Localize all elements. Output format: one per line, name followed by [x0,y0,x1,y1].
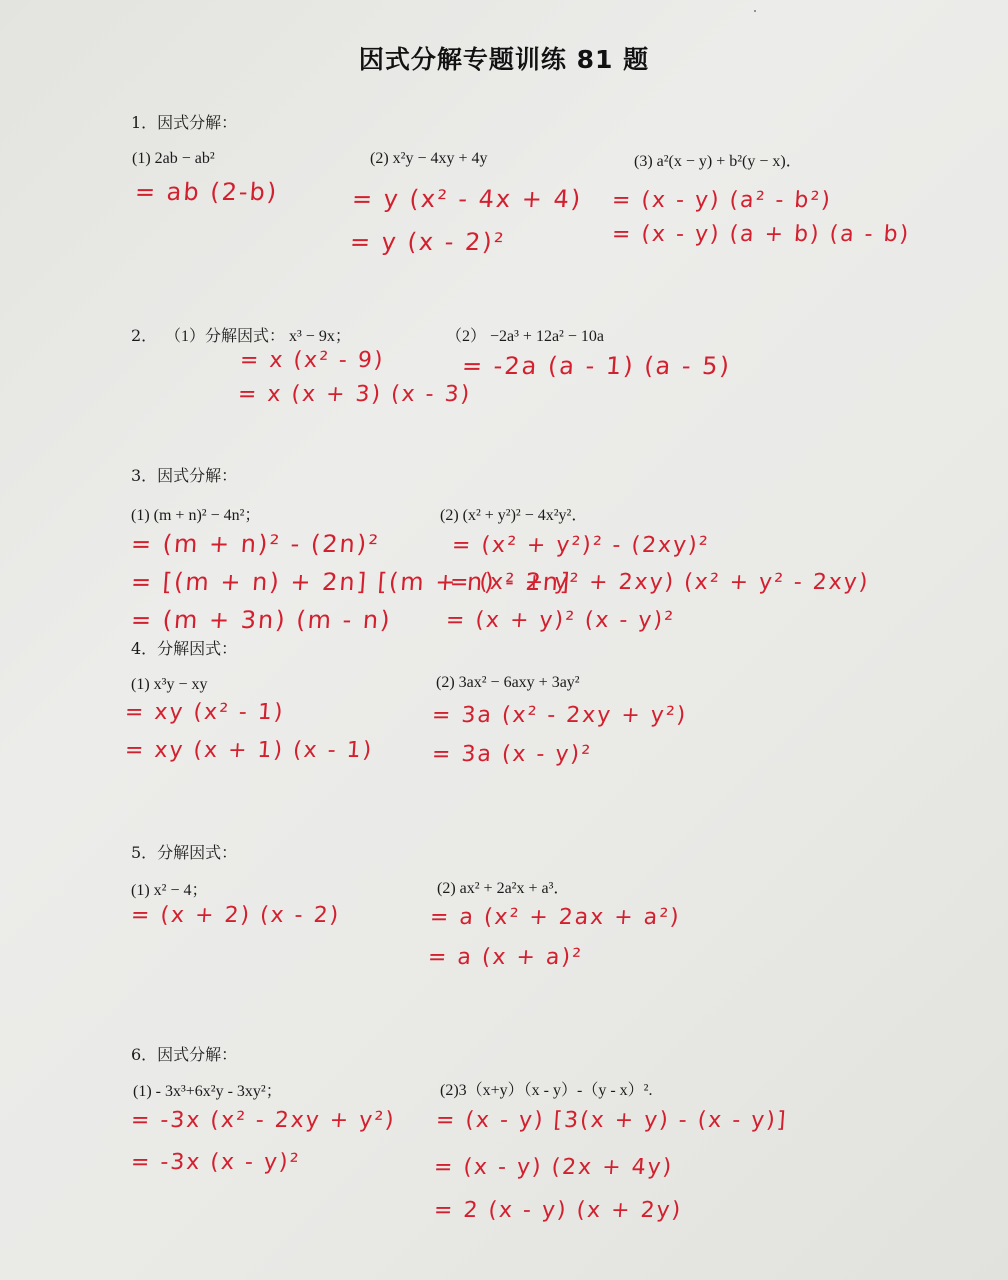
answer-6-1-line-2: = -3x (x - y)² [130,1150,302,1175]
section-5-heading: 5．分解因式： [131,843,238,862]
problem-1-3: (3) a²(x − y) + b²(y − x)． [634,153,802,170]
section-4-heading: 4．分解因式： [131,639,238,658]
problem-3-1: (1) (m + n)² − 4n²； [131,507,261,524]
answer-1-3-line-1: = (x - y) (a² - b²) [611,188,833,213]
problem-6-1: (1) - 3x³+6x²y - 3xy²； [133,1083,282,1100]
answer-4-1-line-1: = xy (x² - 1) [124,700,286,725]
answer-3-2-line-3: = (x + y)² (x - y)² [445,608,676,633]
worksheet-title: 因式分解专题训练 81 题 [358,45,650,74]
answer-3-1-line-3: = (m + 3n) (m - n) [130,606,393,634]
section-6-heading: 6．因式分解： [131,1045,238,1064]
answer-1-3-line-2: = (x - y) (a + b) (a - b) [611,222,911,247]
answer-3-1-line-1: = (m + n)² - (2n)² [130,530,381,558]
answer-3-2-line-1: = (x² + y²)² - (2xy)² [451,533,711,558]
answer-1-1-line-1: = ab (2-b) [134,178,280,206]
answer-4-2-line-1: = 3a (x² - 2xy + y²) [431,703,688,728]
problem-4-2: (2) 3ax² − 6axy + 3ay² [436,674,580,691]
problem-1-1: (1) 2ab − ab² [132,150,215,167]
answer-1-2-line-1: = y (x² - 4x + 4) [351,185,584,213]
answer-3-2-line-2: = (x² + y² + 2xy) (x² + y² - 2xy) [449,570,871,595]
answer-4-1-line-2: = xy (x + 1) (x - 1) [124,738,375,763]
answer-2-1-line-1: = x (x² - 9) [239,348,386,373]
answer-4-2-line-2: = 3a (x - y)² [431,742,593,767]
problem-5-1: (1) x² − 4； [131,882,208,899]
answer-2-2-line-1: = -2a (a - 1) (a - 5) [461,352,732,380]
answer-6-1-line-1: = -3x (x² - 2xy + y²) [130,1108,397,1133]
answer-5-2-line-2: = a (x + a)² [427,945,584,970]
answer-2-1-line-2: = x (x + 3) (x - 3) [237,382,473,407]
problem-5-2: (2) ax² + 2a²x + a³． [437,880,570,897]
problem-2-2: （2） −2a³ + 12a² − 10a [446,328,604,345]
answer-6-2-line-3: = 2 (x - y) (x + 2y) [433,1198,684,1223]
problem-2-1: （1）分解因式： x³ − 9x； [165,328,351,345]
problem-1-2: (2) x²y − 4xy + 4y [370,150,488,167]
problem-6-2: (2)3（x+y）（x - y）-（y - x）². [440,1082,653,1099]
paper-speck [754,10,756,12]
problem-4-1: (1) x³y − xy [131,676,208,693]
section-1-heading: 1．因式分解： [131,113,238,132]
answer-5-1-line-1: = (x + 2) (x - 2) [130,903,342,928]
section-3-heading: 3．因式分解： [131,466,238,485]
section-2-heading: 2． [131,326,158,345]
problem-3-2: (2) (x² + y²)² − 4x²y²． [440,507,588,524]
answer-3-1-line-2: = [(m + n) + 2n] [(m + n) - 2n] [130,568,573,596]
answer-1-2-line-2: = y (x - 2)² [349,228,507,256]
answer-6-2-line-1: = (x - y) [3(x + y) - (x - y)] [435,1108,789,1133]
answer-5-2-line-1: = a (x² + 2ax + a²) [429,905,682,930]
answer-6-2-line-2: = (x - y) (2x + 4y) [433,1155,675,1180]
